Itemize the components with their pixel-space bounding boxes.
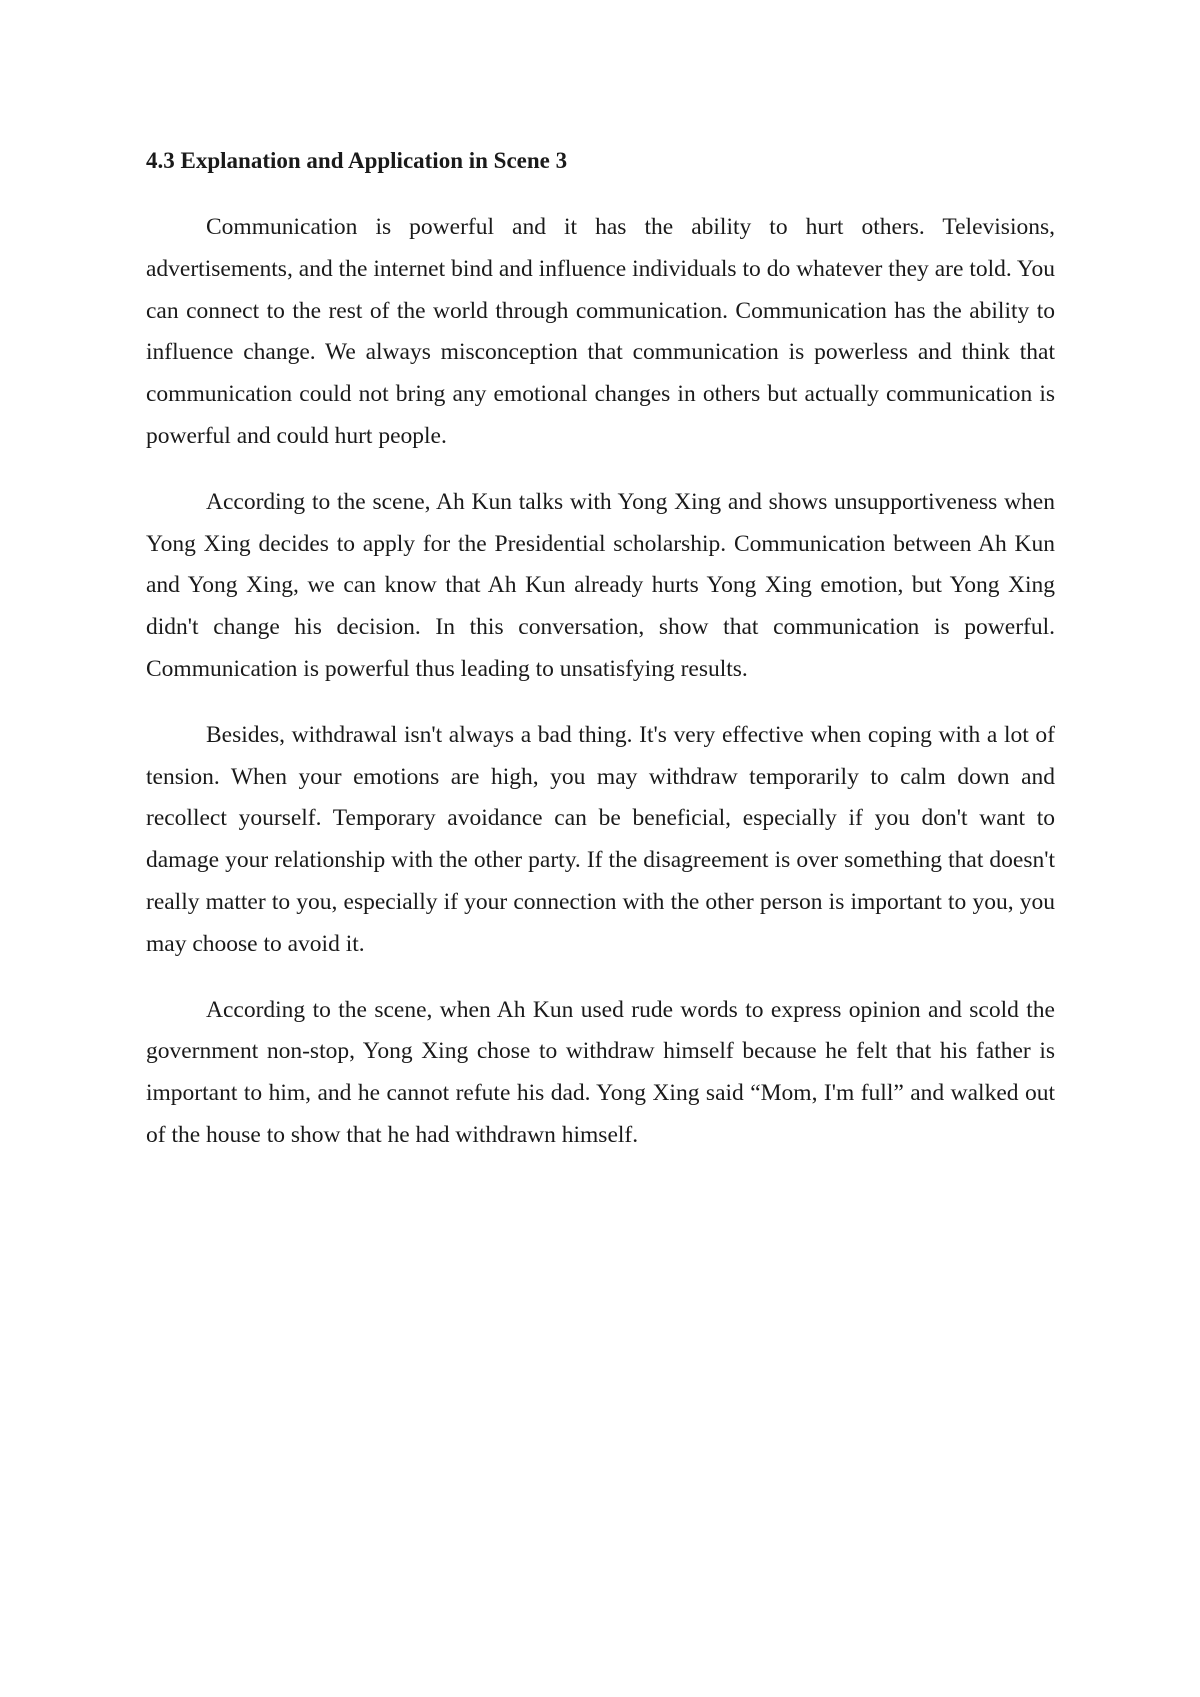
paragraph-communication-power: Communication is powerful and it has the ability to hurt others. Televisions, advertisements, and the internet bind and influence individuals to do whatever they are told. You can connect to the rest of the world through communication. Communication has the ability to influence change. We always misconception that communication is powerless and think that communication could not bring any emotional changes in others but actually communication is powerful and could hurt people. [146, 214, 1055, 449]
section-heading: 4.3 Explanation and Application in Scene 3 [146, 148, 568, 173]
document-body [146, 140, 1055, 1181]
paragraph-scholarship-scene: According to the scene, Ah Kun talks with Yong Xing and shows unsupportiveness when Yong Xing decides to apply for the Presidential scholarship. Communication between Ah Kun and Yong Xing, we can know that Ah Kun already hurts Yong Xing emotion, but Yong Xing didn't change his decision. In this conversation, show that communication is powerful. Communication is powerful thus leading to unsatisfying results. [146, 488, 1055, 682]
paragraph-dinner-scene: According to the scene, when Ah Kun used rude words to express opinion and scold the government non-stop, Yong Xing chose to withdraw himself because he felt that his father is important to him, and he cannot refute his dad. Yong Xing said “Mom, I'm full” and walked out of the house to show that he had withdrawn himself. [146, 996, 1055, 1148]
paragraph-withdrawal: Besides, withdrawal isn't always a bad thing. It's very effective when coping with a lot of tension. When your emotions are high, you may withdraw temporarily to calm down and recollect yourself. Temporary avoidance can be beneficial, especially if you don't want to damage your relationship with the other party. If the disagreement is over something that doesn't really matter to you, especially if your connection with the other person is important to you, you may choose to avoid it. [146, 721, 1055, 957]
